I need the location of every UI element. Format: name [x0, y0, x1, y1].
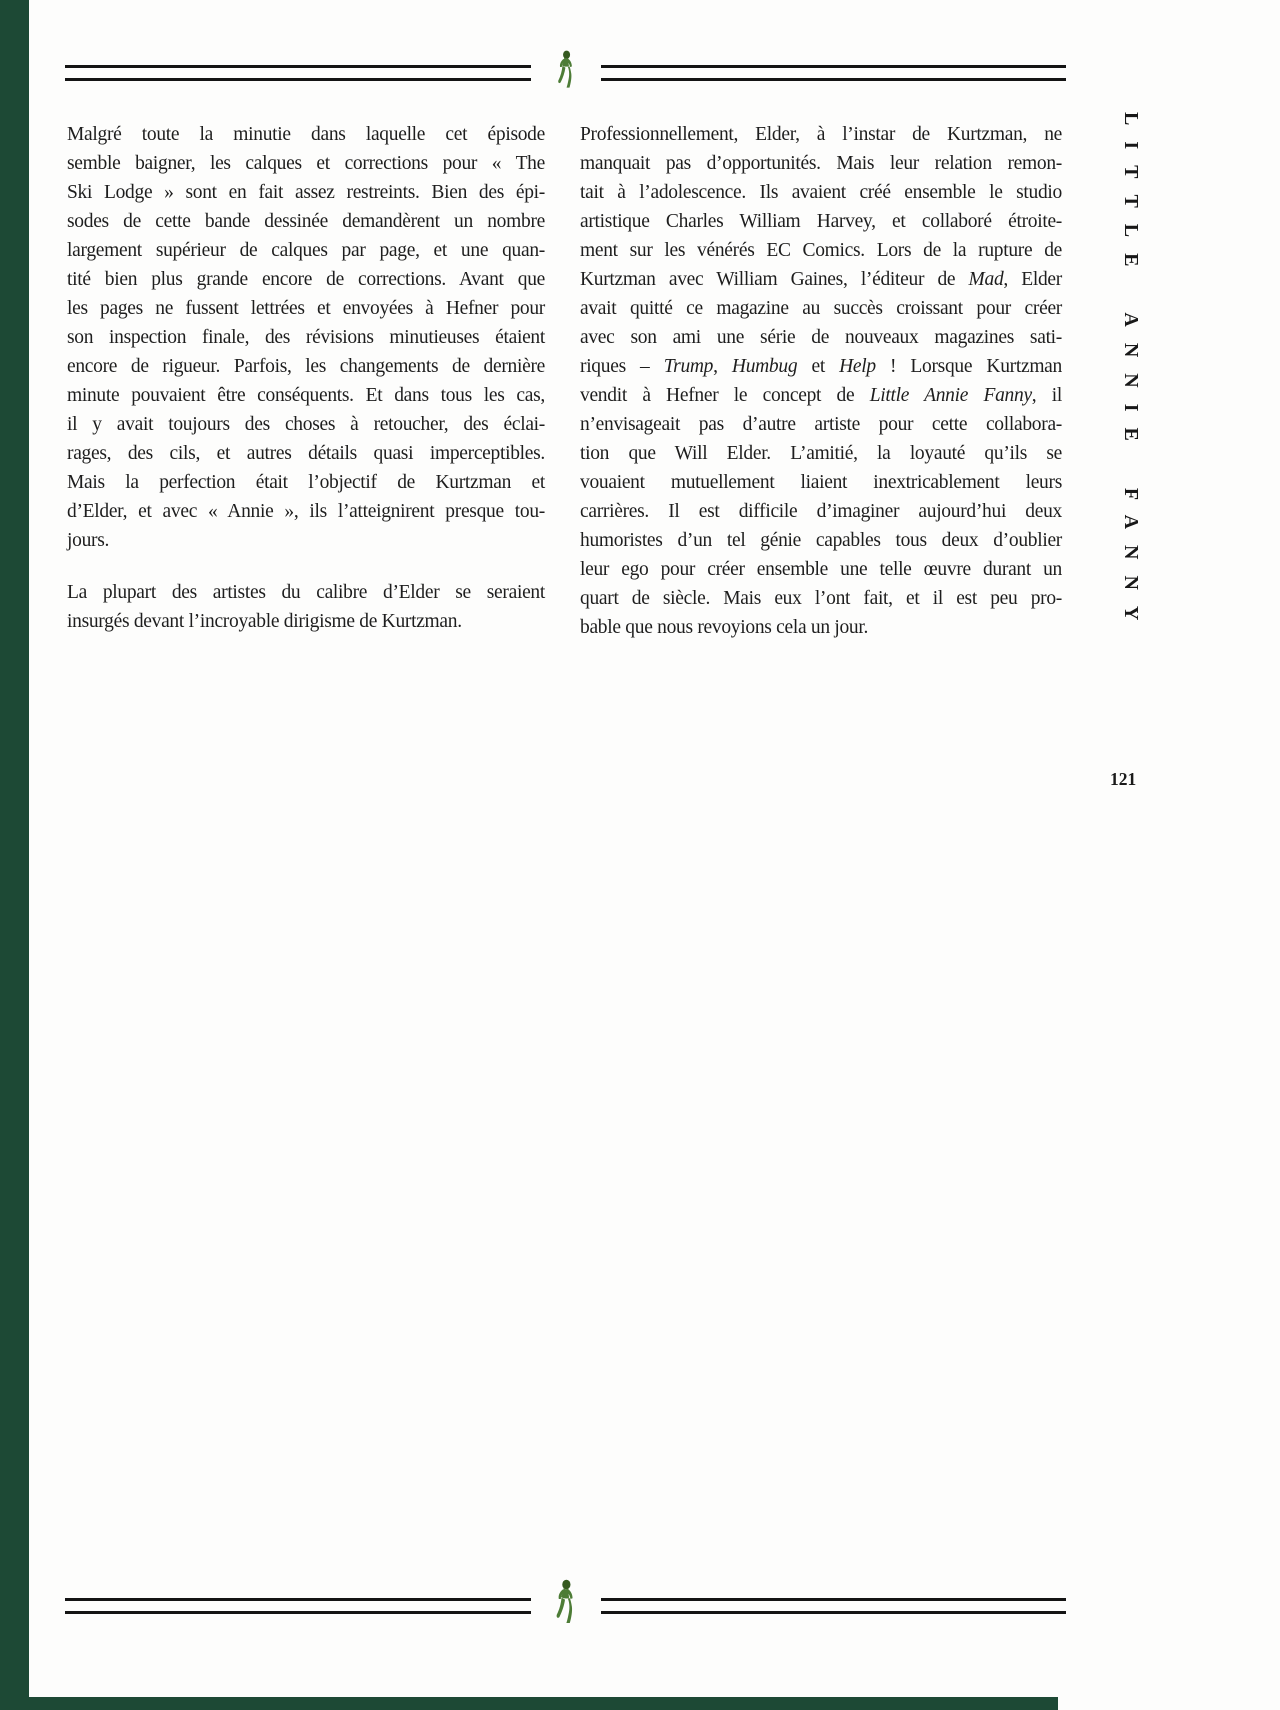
text-line: La plupart des artistes du calibre d’Elder se seraient	[67, 582, 545, 603]
top-ornament	[65, 47, 1066, 99]
left-border-band	[0, 0, 29, 1710]
text-line: humoristes d’un tel génie capables tous deux d’oublier	[580, 530, 1062, 551]
left-text-column	[67, 120, 545, 636]
paragraph	[580, 120, 1062, 642]
side-title-vertical: LITTLE ANNIE FANNY	[1120, 112, 1142, 637]
text-line: largement supérieur de calques par page, et une quan-	[67, 240, 545, 261]
text-line: sodes de cette bande dessinée demandèrent un nombre	[67, 211, 545, 232]
bottom-double-rule-right	[601, 1598, 1067, 1614]
text-line: il y avait toujours des choses à retoucher, des éclai-	[67, 414, 545, 435]
text-line: insurgés devant l’incroyable dirigisme de Kurtzman.	[67, 611, 462, 632]
right-text-column	[580, 120, 1062, 642]
paragraph	[67, 120, 545, 555]
bottom-double-rule-left	[65, 1598, 531, 1614]
text-line: bable que nous revoyions cela un jour.	[580, 617, 869, 638]
text-line: avec son ami une série de nouveaux magazines sati-	[580, 327, 1062, 348]
bottom-ornament	[65, 1577, 1066, 1635]
text-line: manquait pas d’opportunités. Mais leur relation remon-	[580, 153, 1062, 174]
text-line: jours.	[67, 530, 110, 551]
text-line: son inspection finale, des révisions minutieuses étaient	[67, 327, 545, 348]
text-line: d’Elder, et avec « Annie », ils l’atteignirent presque tou-	[67, 501, 545, 522]
text-line: ment sur les vénérés EC Comics. Lors de la rupture de	[580, 240, 1062, 261]
text-line: n’envisageait pas d’autre artiste pour cette collabora-	[580, 414, 1062, 435]
text-line: avait quitté ce magazine au succès croissant pour créer	[580, 298, 1062, 319]
text-line: minute pouvaient être conséquents. Et dans tous les cas,	[67, 385, 545, 406]
text-line: rages, des cils, et autres détails quasi imperceptibles.	[67, 443, 545, 464]
text-line: Mais la perfection était l’objectif de Kurtzman et	[67, 472, 545, 493]
text-line: encore de rigueur. Parfois, les changements de dernière	[67, 356, 545, 377]
annie-silhouette-icon	[531, 1577, 601, 1635]
text-line: les pages ne fussent lettrées et envoyées à Hefner pour	[67, 298, 545, 319]
text-line: quart de siècle. Mais eux l’ont fait, et il est peu pro-	[580, 588, 1062, 609]
text-line: tité bien plus grande encore de corrections. Avant que	[67, 269, 545, 290]
text-line: vouaient mutuellement liaient inextricablement leurs	[580, 472, 1062, 493]
annie-silhouette-icon	[531, 47, 601, 99]
text-line: semble baigner, les calques et corrections pour « The	[67, 153, 545, 174]
text-line: Malgré toute la minutie dans laquelle cet épisode	[67, 124, 545, 145]
top-double-rule-right	[601, 65, 1067, 81]
paragraph	[67, 578, 545, 636]
text-line: carrières. Il est difficile d’imaginer aujourd’hui deux	[580, 501, 1062, 522]
page-number: 121	[1110, 769, 1137, 789]
text-line: leur ego pour créer ensemble une telle œuvre durant un	[580, 559, 1062, 580]
text-line: artistique Charles William Harvey, et collaboré étroite-	[580, 211, 1062, 232]
bottom-border-band	[29, 1697, 1058, 1710]
text-line: Professionnellement, Elder, à l’instar de Kurtzman, ne	[580, 124, 1062, 145]
text-line: vendit à Hefner le concept de Little Annie Fanny, il	[580, 385, 1062, 406]
text-line: tion que Will Elder. L’amitié, la loyauté qu’ils se	[580, 443, 1062, 464]
text-line: Ski Lodge » sont en fait assez restreints. Bien des épi-	[67, 182, 545, 203]
text-line: riques – Trump, Humbug et Help ! Lorsque Kurtzman	[580, 356, 1062, 377]
text-line: tait à l’adolescence. Ils avaient créé ensemble le studio	[580, 182, 1062, 203]
text-line: Kurtzman avec William Gaines, l’éditeur de Mad, Elder	[580, 269, 1062, 290]
top-double-rule-left	[65, 65, 531, 81]
